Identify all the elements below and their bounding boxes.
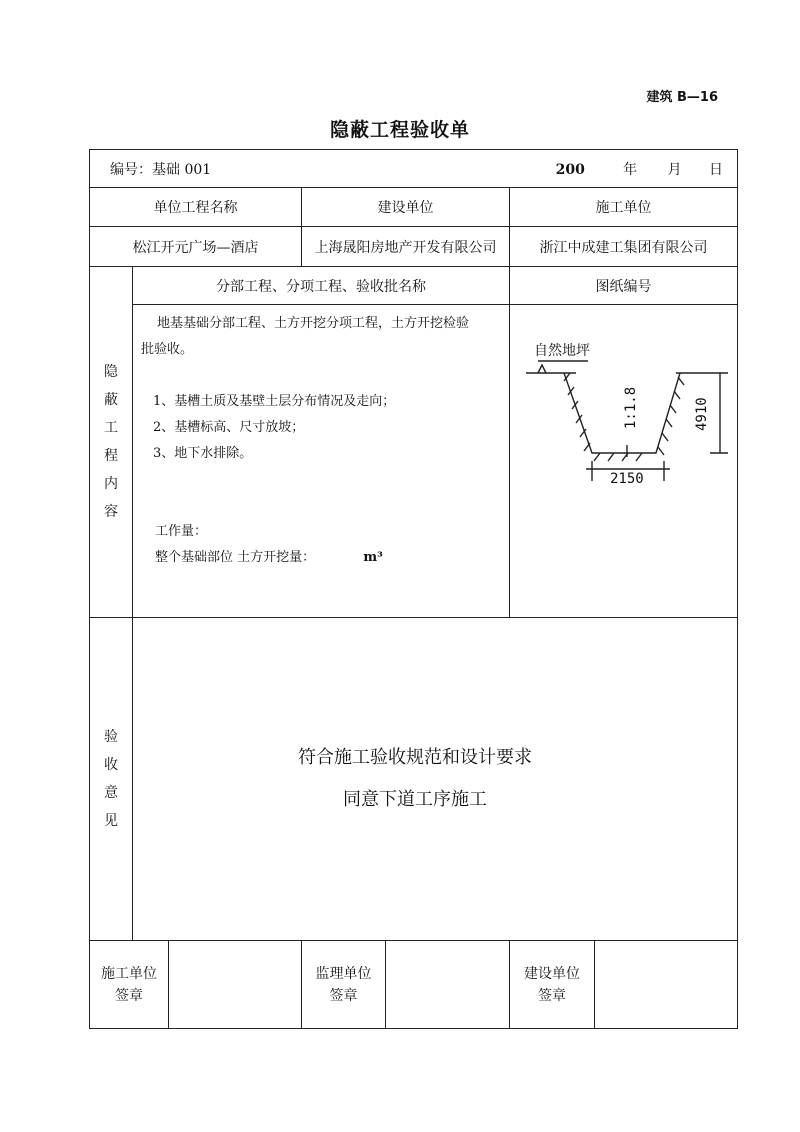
- document-code: 建筑 B—16: [646, 90, 718, 105]
- contractor-value: 浙江中成建工集团有限公司: [510, 227, 738, 267]
- hidden-work-header-row: [90, 267, 738, 305]
- acceptance-line-2: 同意下道工序施工: [343, 789, 488, 810]
- project-name-value: 松江开元广场—酒店: [90, 227, 302, 267]
- date-day-unit: 日: [709, 161, 724, 178]
- signature-label-line: 签章: [115, 987, 143, 1004]
- description-line-1: 地基基础分部工程、土方开挖分项工程，土方开挖检验: [157, 316, 470, 331]
- acceptance-side-label: [90, 618, 133, 941]
- workload-unit: m³: [363, 550, 383, 565]
- values-row: [90, 227, 738, 267]
- owner-signature-box: [595, 941, 738, 1029]
- signature-label-line: 施工单位: [101, 965, 157, 982]
- date-month-unit: 月: [667, 161, 682, 178]
- acceptance-content: [133, 618, 738, 941]
- side-char: 收: [104, 757, 118, 773]
- hidden-work-side-label: [90, 267, 133, 618]
- header-row: [90, 150, 738, 188]
- number-label: 编号：基础 001: [110, 161, 212, 178]
- signature-label-line: 签章: [329, 987, 358, 1004]
- hidden-work-description: [133, 305, 510, 618]
- page-title: 隐蔽工程验收单: [329, 119, 470, 141]
- hidden-work-content-row: [90, 305, 738, 618]
- contractor-signature-box: [169, 941, 302, 1029]
- signature-label-line: 监理单位: [315, 965, 372, 982]
- date-field: [556, 159, 723, 179]
- inspection-item: 1、基槽土质及基壁土层分布情况及走向；: [153, 394, 396, 409]
- sub-project-header: 分部工程、分项工程、验收批名称: [133, 267, 510, 305]
- signature-label-line: 建设单位: [524, 965, 580, 982]
- trench-section-drawing: [510, 305, 738, 505]
- header-cell: [90, 150, 738, 188]
- inspection-item: 3、地下水排除。: [153, 446, 253, 461]
- drawing-cell: [510, 305, 738, 618]
- inspection-item: 2、基槽标高、尺寸放坡；: [153, 420, 305, 435]
- side-char: 验: [104, 729, 118, 745]
- slope-label: 1:1.8: [623, 386, 639, 429]
- workload-text: 整个基础部位 土方开挖量：: [155, 550, 316, 565]
- date-year: 200: [555, 161, 585, 178]
- workload-line: [141, 545, 501, 571]
- contractor-signature-label: [90, 941, 169, 1029]
- owner-signature-label: [510, 941, 595, 1029]
- owner-header: 建设单位: [302, 188, 510, 227]
- side-char: 蔽: [104, 392, 118, 408]
- workload-label: 工作量：: [155, 524, 208, 539]
- column-header-row: [90, 188, 738, 227]
- description-line-2: 批验收。: [141, 342, 194, 357]
- depth-label: 4910: [694, 397, 710, 431]
- side-char: 程: [104, 448, 118, 464]
- supervisor-signature-label: [302, 941, 386, 1029]
- project-name-header: 单位工程名称: [90, 188, 302, 227]
- date-year-unit: 年: [623, 161, 638, 178]
- side-char: 见: [104, 813, 118, 829]
- contractor-header: 施工单位: [510, 188, 738, 227]
- inspection-form: [89, 149, 738, 1029]
- owner-value: 上海晟阳房地产开发有限公司: [302, 227, 510, 267]
- side-char: 工: [104, 420, 118, 436]
- side-char: 隐: [104, 364, 118, 380]
- signature-row: [90, 941, 738, 1029]
- ground-level-label: 自然地坪: [534, 343, 590, 359]
- side-char: 容: [104, 504, 118, 520]
- side-char: 内: [104, 476, 118, 492]
- signature-label-line: 签章: [538, 987, 566, 1004]
- width-label: 2150: [610, 471, 644, 487]
- acceptance-line-1: 符合施工验收规范和设计要求: [298, 747, 533, 768]
- drawing-number-header: 图纸编号: [510, 267, 738, 305]
- supervisor-signature-box: [386, 941, 510, 1029]
- side-char: 意: [104, 785, 118, 801]
- acceptance-row: [90, 618, 738, 941]
